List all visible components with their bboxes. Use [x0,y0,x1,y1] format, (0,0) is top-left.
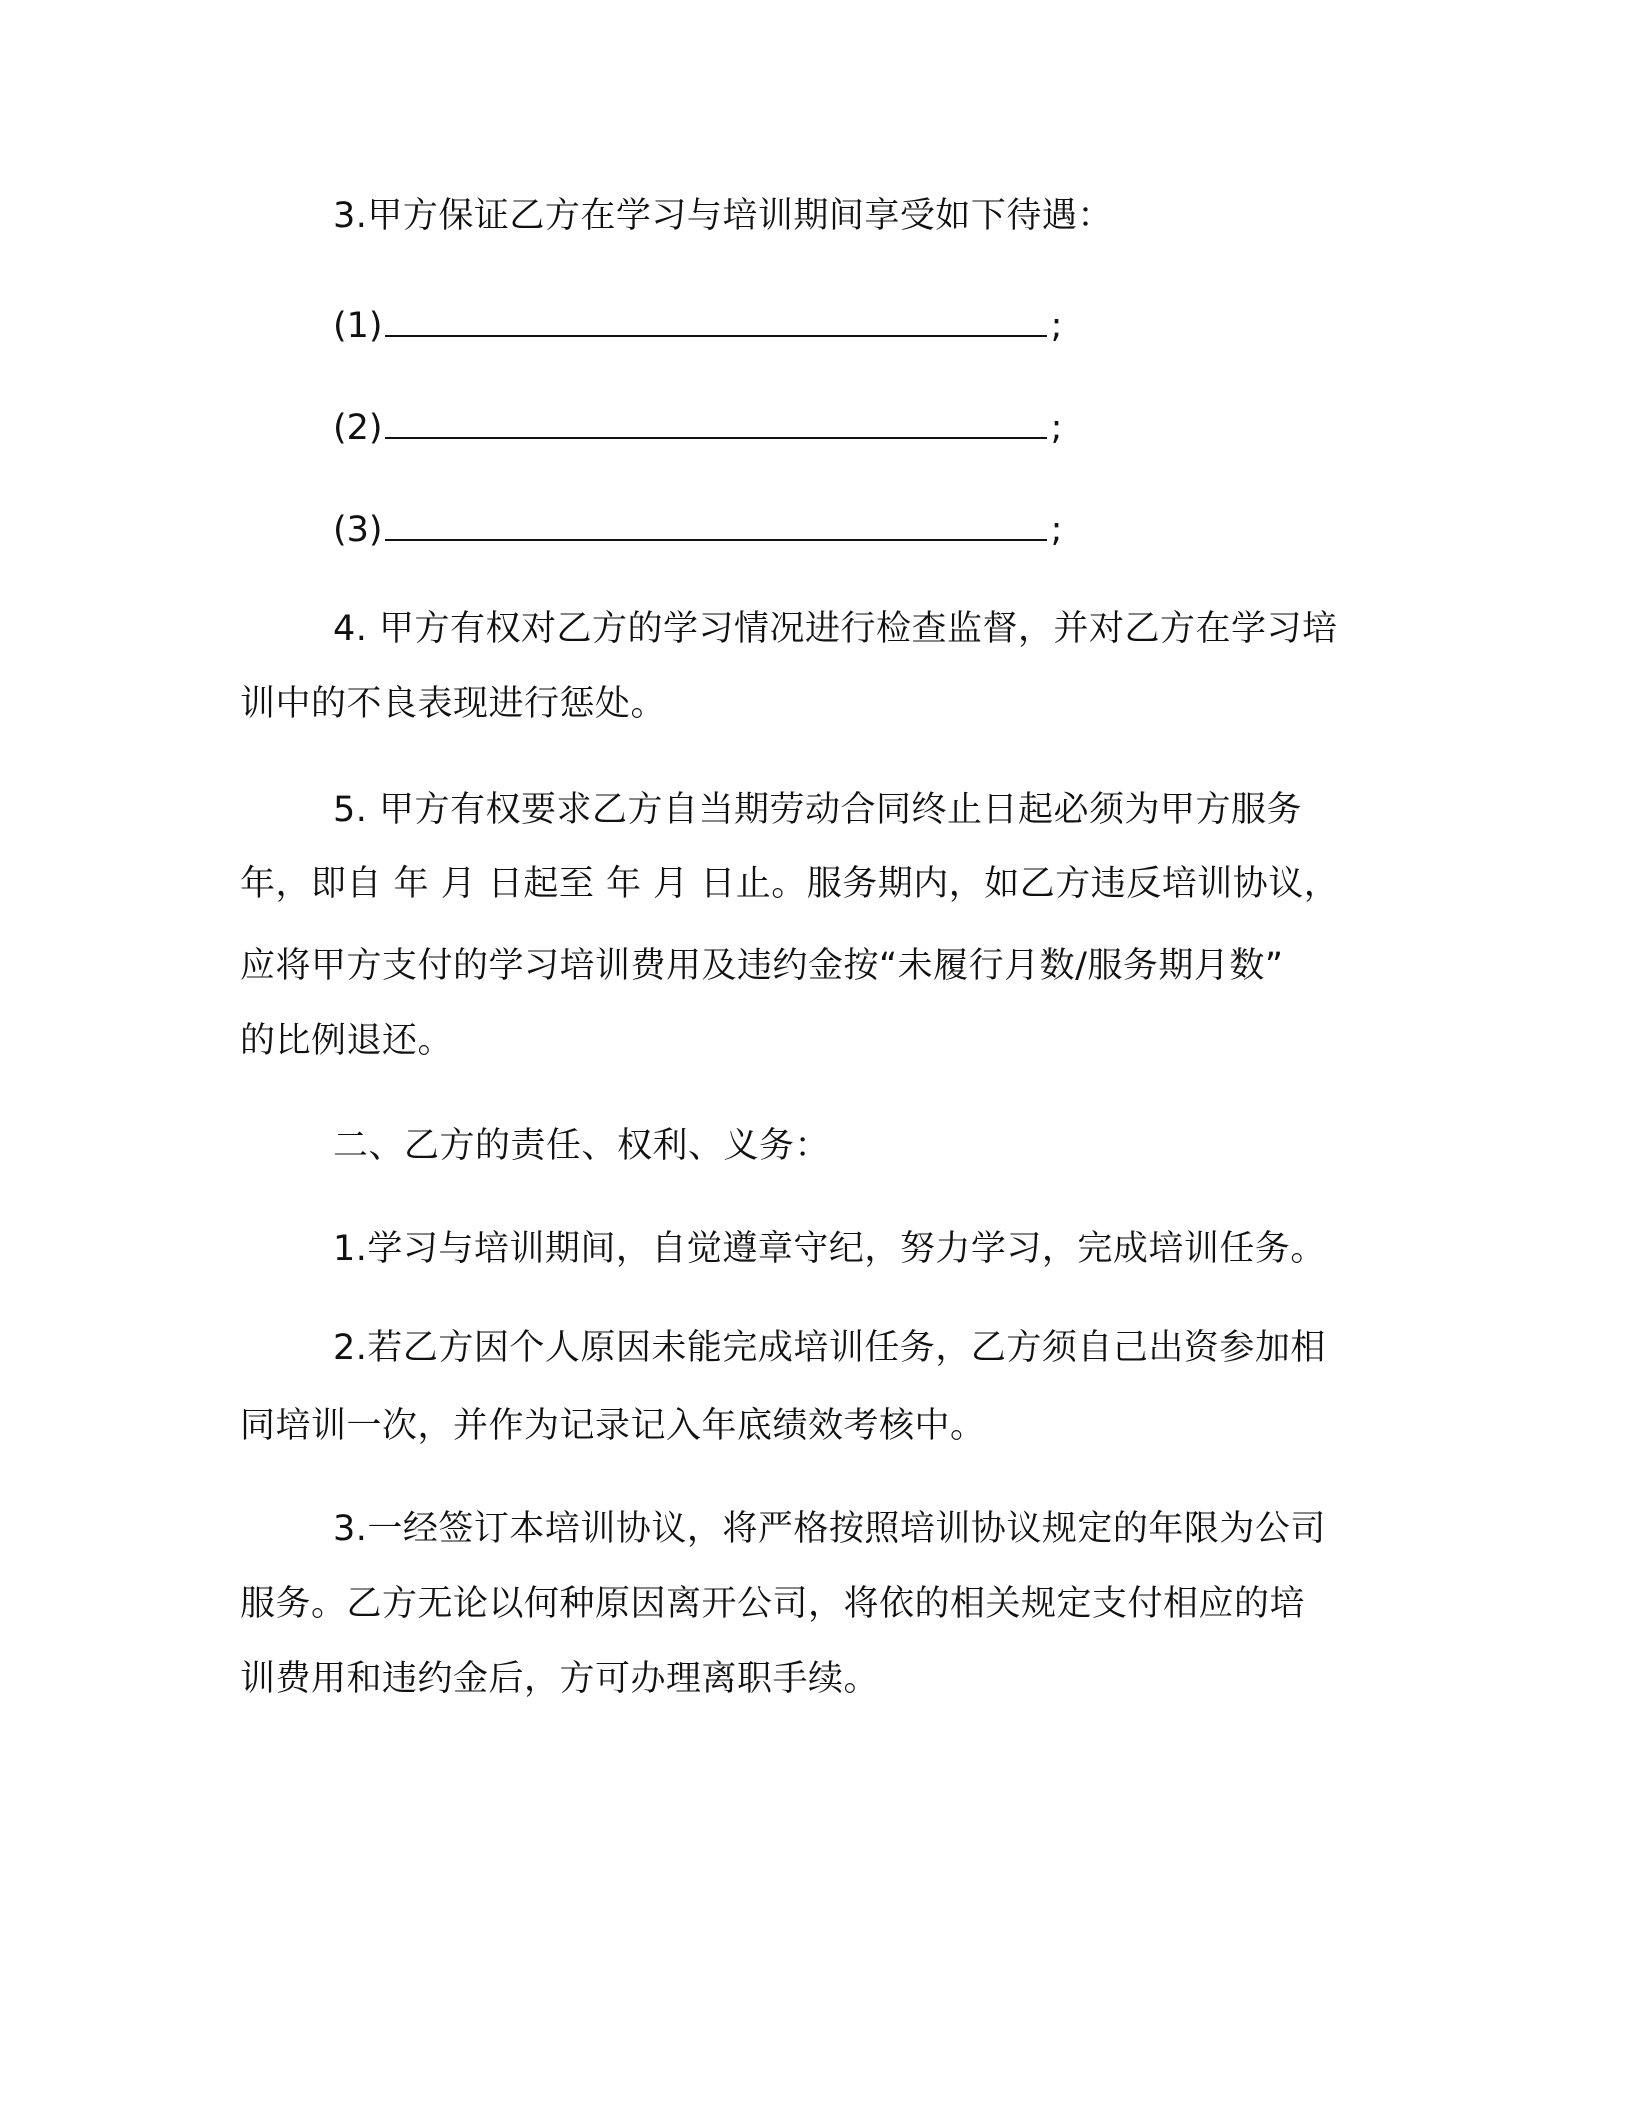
clause-5-line-4: 的比例退还。 [240,1021,454,1061]
benefit-end: ; [1050,510,1063,550]
section-2-heading: 二、乙方的责任、权利、义务： [333,1126,831,1166]
clause-4-line-2: 训中的不良表现进行惩处。 [240,684,667,724]
duty-3-line-1: 3.一经签订本培训协议，将严格按照培训协议规定的年限为公司 [333,1509,1326,1549]
duty-3-line-3: 训费用和违约金后，方可办理离职手续。 [240,1659,880,1699]
duty-1: 1.学习与培训期间，自觉遵章守纪，努力学习，完成培训任务。 [333,1229,1326,1269]
clause-5-line-2: 年，即自 年 月 日起至 年 月 日止。服务期内，如乙方违反培训协议， [240,864,1340,904]
clause-5-line-3: 应将甲方支付的学习培训费用及违约金按“未履行月数/服务期月数” [240,946,1284,986]
duty-2-line-1: 2.若乙方因个人原因未能完成培训任务，乙方须自己出资参加相 [333,1328,1326,1368]
benefit-label: (3) [333,510,383,550]
benefit-line-1 [333,302,1062,350]
benefit-line-3 [333,506,1062,554]
duty-3-line-2: 服务。乙方无论以何种原因离开公司，将依的相关规定支付相应的培 [240,1584,1306,1624]
fill-in-blank[interactable] [385,305,1047,337]
fill-in-blank[interactable] [385,407,1047,439]
benefit-label: (1) [333,306,383,346]
clause-5-line-1: 5. 甲方有权要求乙方自当期劳动合同终止日起必须为甲方服务 [333,790,1303,830]
clause-3-heading: 3.甲方保证乙方在学习与培训期间享受如下待遇： [333,196,1113,236]
benefit-label: (2) [333,408,383,448]
benefit-line-2 [333,404,1062,452]
benefit-end: ; [1050,306,1063,346]
fill-in-blank[interactable] [385,509,1047,541]
clause-4-line-1: 4. 甲方有权对乙方的学习情况进行检查监督，并对乙方在学习培 [333,609,1338,649]
duty-2-line-2: 同培训一次，并作为记录记入年底绩效考核中。 [240,1406,986,1446]
benefit-end: ; [1050,408,1063,448]
